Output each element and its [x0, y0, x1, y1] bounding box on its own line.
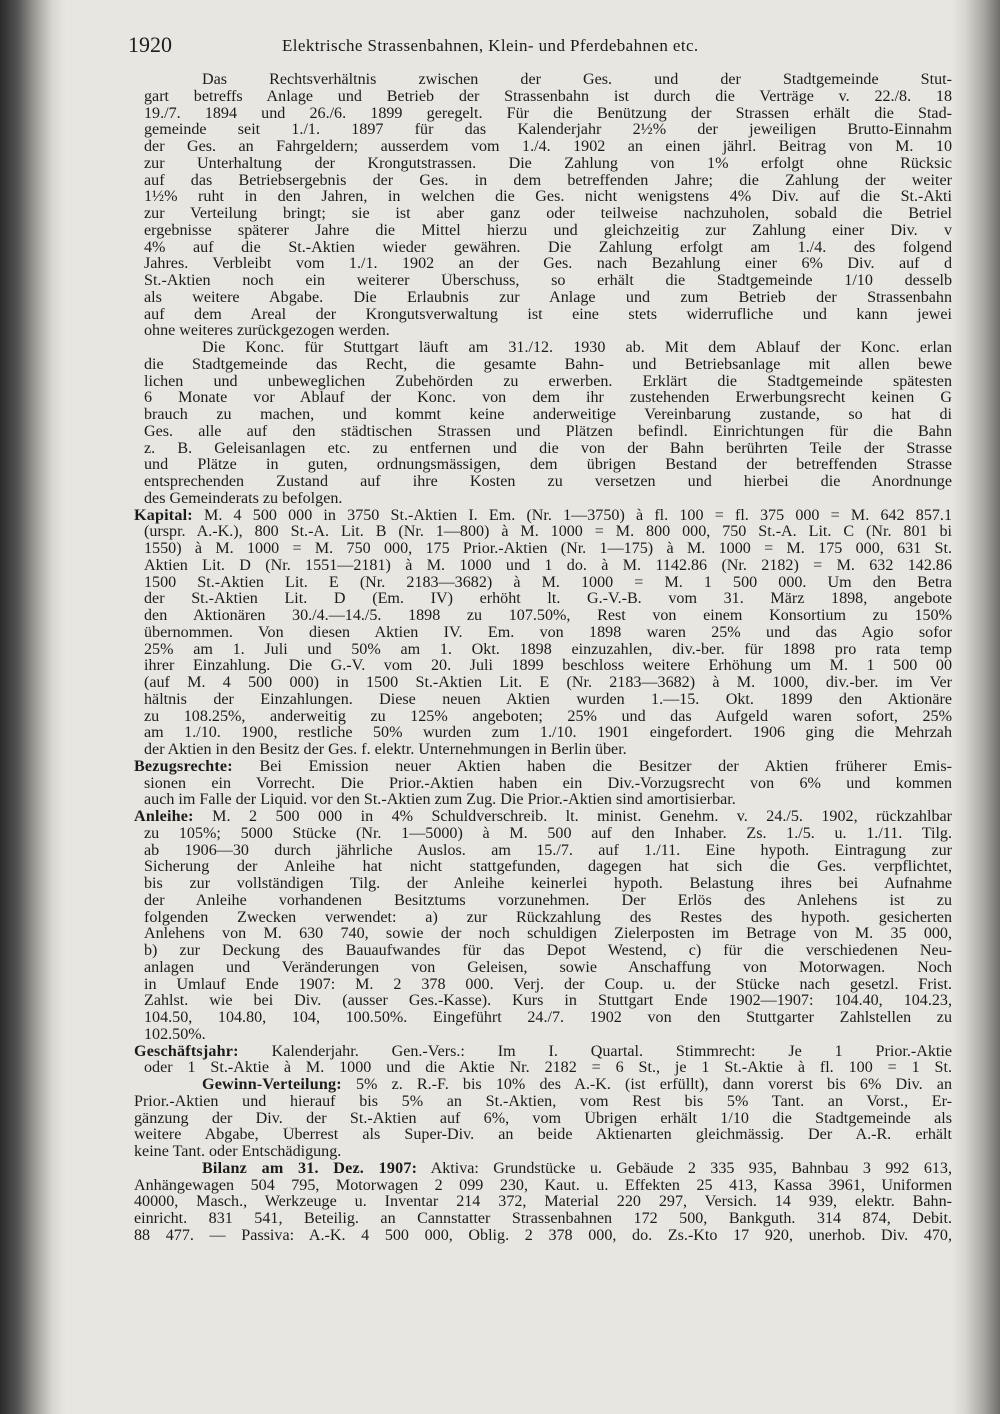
- line-text: M. 2 500 000 in 4% Schuldverschreib. lt. minist. Genehm. v. 24./5. 1902, rückzahlbar: [193, 809, 952, 825]
- section-label: Bezugsrechte:: [134, 758, 233, 775]
- line-text: hältnis der Einzahlungen. Diese neuen Aktien wurden 1.—15. Okt. 1899 den Aktionäre: [144, 691, 952, 708]
- line-text: am 1./10. 1900, restliche 50% wurden zum 1./10. 1901 eingefordert. 1906 ging die Mehrzah: [144, 725, 952, 742]
- line-text: (urspr. A.-K.), 800 St.-A. Lit. B (Nr. 1—800) à M. 1000 = M. 800 000, 750 St.-A. Lit. C (Nr. 801 bi: [144, 524, 952, 541]
- text-line: [134, 843, 952, 860]
- line-text: zur Unterhaltung der Krongutstrassen. Die Zahlung von 1% erfolgt ohne Rücksic: [144, 155, 952, 172]
- line-text: die Stadtgemeinde das Recht, die gesamte Bahn- und Betriebsanlage mit allen bewe: [144, 356, 952, 373]
- text-line: [134, 72, 952, 89]
- line-text: oder 1 St.-Aktie à M. 1000 und die Aktie Nr. 2182 = 6 St., je 1 St.-Aktie à fl. 100 = 1 St.: [144, 1060, 952, 1077]
- line-text: als weitere Abgabe. Die Erlaubnis zur Anlage und zum Betrieb der Strassenbahn: [144, 289, 952, 306]
- document-body: [134, 72, 952, 1402]
- text-line: [134, 893, 952, 910]
- text-line: [134, 223, 952, 240]
- text-line: [134, 374, 952, 391]
- line-text: ab 1906—30 durch jährliche Auslos. am 15./7. auf 1./11. Eine hypoth. Eintragung zur: [144, 842, 952, 859]
- text-line: [134, 1060, 952, 1077]
- line-text: gart betreffs Anlage und Betrieb der Strassenbahn ist durch die Verträge v. 22./8. 18: [144, 88, 952, 105]
- line-text: ohne weiteres zurückgezogen werden.: [144, 323, 390, 340]
- text-line: [134, 709, 952, 726]
- line-text: 88 477. — Passiva: A.-K. 4 500 000, Oblig. 2 378 000, do. Zs.-Kto 17 920, unerhob. Div. 470,: [134, 1227, 952, 1244]
- line-text: Aktien Lit. D (Nr. 1551—2181) à M. 1000 und 1 do. à M. 1142.86 (Nr. 2182) = M. 632 142.86: [144, 557, 952, 574]
- line-text: übernommen. Von diesen Aktien IV. Em. von 1898 waren 25% und das Agio sofor: [144, 624, 952, 641]
- text-line: [134, 575, 952, 592]
- line-text: der Anleihe vorhandenen Besitztums vorzunehmen. Der Erlös des Anlehens ist zu: [144, 892, 952, 909]
- line-text: Die Konc. für Stuttgart läuft am 31./12. 1930 ab. Mit dem Ablauf der Konc. erlan: [202, 340, 952, 356]
- text-line: [134, 943, 952, 960]
- line-text: ihrer Einzahlung. Die G.-V. vom 20. Juli 1899 beschloss weitere Erhöhung um M. 1 500 00: [144, 658, 952, 675]
- line-text: 6 Monate vor Ablauf der Konc. von dem ihr zustehenden Erwerbungsrecht keinen G: [144, 390, 952, 407]
- line-text: zu 105%; 5000 Stücke (Nr. 1—5000) à M. 500 auf den Inhaber. Zs. 1./5. u. 1./11. Tilg.: [144, 825, 952, 842]
- text-line: [134, 725, 952, 742]
- text-line: [134, 189, 952, 206]
- text-line: [134, 642, 952, 659]
- running-title: Elektrische Strassenbahnen, Klein- und Pferdebahnen etc.: [282, 36, 699, 55]
- text-line: [134, 1127, 952, 1144]
- text-line: [134, 407, 952, 424]
- line-text: lichen und unbeweglichen Zubehörden zu erwerben. Erklärt die Stadtgemeinde spätesten: [144, 373, 952, 390]
- text-line: [134, 675, 952, 692]
- text-line: [134, 1161, 952, 1178]
- line-text: Bei Emission neuer Aktien haben die Besitzer der Aktien früherer Emis-: [232, 758, 952, 775]
- line-text: Ges. alle auf den städtischen Strassen und Plätzen befindl. Einrichtungen für die Bahn: [144, 423, 952, 440]
- line-text: 1550) à M. 1000 = M. 750 000, 175 Prior.-Aktien (Nr. 1—175) à M. 1000 = M. 175 000, 631 St.: [144, 541, 952, 557]
- text-line: [134, 692, 952, 709]
- line-text: der St.-Aktien Lit. D (Em. IV) erhöht lt. G.-V.-B. vom 31. März 1898, angebote: [144, 591, 952, 608]
- text-line: [134, 776, 952, 793]
- page-header: [128, 30, 948, 62]
- line-text: folgenden Zwecken verwendet: a) zur Rückzahlung des Restes des hypoth. gesicherten: [144, 909, 952, 926]
- text-line: [134, 1211, 952, 1228]
- text-line: [134, 474, 952, 491]
- line-text: zur Verteilung bringt; sie ist aber ganz oder teilweise nachzuholen, sobald die Betriel: [144, 206, 952, 222]
- line-text: Prior.-Aktien und hierauf bis 5% an St.-Aktien, vom Rest bis 5% Tant. an Vorst., Er-: [134, 1093, 952, 1110]
- line-text: Kalenderjahr. Gen.-Vers.: Im I. Quartal. Stimmrecht: Je 1 Prior.-Aktie: [238, 1043, 952, 1060]
- line-text: 19./7. 1894 und 26./6. 1899 geregelt. Für die Benützung der Strassen erhält die Stad-: [144, 105, 952, 122]
- text-line: [134, 424, 952, 441]
- line-text: bis zur vollständigen Tilg. der Anleihe keinerlei hypoth. Belastung ihres bei Aufnahme: [144, 876, 952, 892]
- text-line: [134, 859, 952, 876]
- text-line: [134, 910, 952, 927]
- text-line: [134, 441, 952, 458]
- text-line: [134, 809, 952, 826]
- text-line: [134, 960, 952, 977]
- line-text: Jahres. Verbleibt vom 1./1. 1902 an der Ges. nach Bezahlung einer 6% Div. auf d: [144, 256, 952, 273]
- line-text: gänzung der Div. der St.-Aktien auf 6%, vom Übrigen erhält 1/10 die Stadtgemeinde als: [134, 1110, 952, 1127]
- text-line: [134, 759, 952, 776]
- text-line: [134, 457, 952, 474]
- line-text: auf das Betriebsergebnis der Ges. in dem betreffenden Jahre; die Zahlung der weiter: [144, 172, 952, 189]
- text-line: [134, 742, 952, 759]
- line-text: 104.50, 104.80, 104, 100.50%. Eingeführt 24./7. 1902 von den Stuttgarter Zahlstellen zu: [144, 1010, 952, 1026]
- text-line: [134, 1044, 952, 1061]
- line-text: 25% am 1. Juli und 50% am 1. Okt. 1898 einzuzahlen, div.-ber. für 1898 pro rata temp: [144, 641, 952, 658]
- line-text: Zahlst. wie bei Div. (ausser Ges.-Kasse). Kurs in Stuttgart Ende 1902—1907: 104.40, 104.23,: [144, 993, 952, 1010]
- text-line: [134, 591, 952, 608]
- section-label: Anleihe:: [134, 809, 194, 825]
- text-line: [134, 792, 952, 809]
- section-label: Bilanz am 31. Dez. 1907:: [202, 1160, 418, 1177]
- text-line: [134, 1010, 952, 1027]
- line-text: der Aktien in den Besitz der Ges. f. elektr. Unternehmungen in Berlin über.: [144, 742, 627, 758]
- line-text: Aktiva: Grundstücke u. Gebäude 2 335 935, Bahnbau 3 992 613,: [417, 1160, 952, 1177]
- line-text: anlagen und Veränderungen von Geleisen, sowie Anschaffung von Motorwagen. Noch: [144, 959, 952, 976]
- line-text: entsprechenden Zustand auf ihre Kosten zu versetzen und hierbei die Anordnunge: [144, 474, 952, 490]
- line-text: einricht. 831 541, Beteilig. an Cannstatter Strassenbahnen 172 500, Bankguth. 314 874, Debit.: [134, 1211, 952, 1227]
- line-text: 102.50%.: [144, 1026, 206, 1043]
- text-line: [134, 156, 952, 173]
- line-text: 5% z. R.-F. bis 10% des A.-K. (ist erfüllt), dann vorerst bis 6% Div. an: [341, 1077, 952, 1093]
- text-line: [134, 323, 952, 340]
- section-label: Gewinn-Verteilung:: [202, 1077, 342, 1093]
- text-line: [134, 290, 952, 307]
- line-text: brauch zu machen, und kommt keine anderweitige Vereinbarung zustande, so hat di: [144, 407, 952, 423]
- line-text: und Plätze in guten, ordnungsmässigen, dem übrigen Bestand der betreffenden Strasse: [144, 457, 952, 474]
- text-line: [134, 993, 952, 1010]
- text-line: [134, 926, 952, 943]
- line-text: M. 4 500 000 in 3750 St.-Aktien I. Em. (Nr. 1—3750) à fl. 100 = fl. 375 000 = M. 642 857.1: [192, 507, 952, 524]
- text-line: [134, 1077, 952, 1094]
- text-line: [134, 1027, 952, 1044]
- book-binding-shadow: [0, 0, 66, 1414]
- text-line: [134, 1178, 952, 1195]
- text-line: [134, 608, 952, 625]
- section-label: Geschäftsjahr:: [134, 1043, 239, 1060]
- page-edge-shadow: [952, 0, 1000, 1414]
- text-line: [134, 206, 952, 223]
- text-line: [134, 173, 952, 190]
- line-text: Sicherung der Anleihe hat nicht stattgefunden, dagegen hat sich die Ges. verpflichtet,: [144, 859, 952, 876]
- line-text: 40000, Masch., Werkzeuge u. Inventar 214 372, Material 220 297, Versich. 14 939, elektr. Bahn-: [134, 1194, 952, 1211]
- line-text: ergebnisse späterer Jahre die Mittel hierzu und gleichzeitig zur Zahlung einer Div. v: [144, 222, 952, 239]
- line-text: auf dem Areal der Krongutsverwaltung ist eine stets widerrufliche und kann jewei: [144, 306, 952, 323]
- text-line: [134, 508, 952, 525]
- line-text: den Aktionären 30./4.—14./5. 1898 zu 107.50%, Rest von einem Konsortium zu 150%: [144, 608, 952, 624]
- page-number: 1920: [128, 32, 172, 57]
- text-line: [134, 491, 952, 508]
- text-line: [134, 256, 952, 273]
- line-text: Anlehens von M. 630 740, sowie der noch schuldigen Zielerposten im Betrage von M. 35 000,: [144, 926, 952, 943]
- text-line: [134, 558, 952, 575]
- line-text: auch im Falle der Liquid. vor den St.-Aktien zum Zug. Die Prior.-Aktien sind amortisierbar.: [144, 792, 736, 809]
- line-text: weitere Abgabe, Überrest als Super-Div. an beide Aktienarten gleichmässig. Der A.-R. erhält: [134, 1127, 952, 1144]
- text-line: [134, 524, 952, 541]
- line-text: b) zur Deckung des Bauaufwandes für das Depot Westend, c) für die verschiedenen Neu-: [144, 943, 952, 959]
- text-line: [134, 139, 952, 156]
- section-label: Kapital:: [134, 507, 193, 524]
- text-line: [134, 1228, 952, 1245]
- line-text: (auf M. 4 500 000) in 1500 St.-Aktien Lit. E (Nr. 2183—3682) à M. 1000, div.-ber. im Ver: [144, 675, 952, 691]
- text-line: [134, 122, 952, 139]
- line-text: St.-Aktien noch ein weiterer Überschuss, so erhält die Stadtgemeinde 1/10 desselb: [144, 273, 952, 289]
- text-line: [134, 89, 952, 106]
- text-line: [134, 273, 952, 290]
- text-line: [134, 390, 952, 407]
- text-line: [134, 658, 952, 675]
- text-line: [134, 625, 952, 642]
- line-text: 1500 St.-Aktien Lit. E (Nr. 2183—3682) à M. 1000 = M. 1 500 000. Um den Betra: [144, 574, 952, 591]
- text-line: [134, 357, 952, 374]
- text-line: [134, 307, 952, 324]
- text-line: [134, 977, 952, 994]
- line-text: des Gemeinderats zu befolgen.: [144, 490, 343, 507]
- text-line: [134, 826, 952, 843]
- text-line: [134, 876, 952, 893]
- text-line: [134, 1094, 952, 1111]
- line-text: in Umlauf Ende 1907: M. 2 378 000. Verj. der Coup. u. der Stücke nach gesetzl. Frist.: [144, 976, 952, 993]
- text-line: [134, 541, 952, 558]
- text-line: [134, 240, 952, 257]
- line-text: 1½% ruht in den Jahren, in welchen die Ges. nicht wenigstens 4% Div. auf die St.-Akti: [144, 189, 952, 206]
- text-line: [134, 340, 952, 357]
- line-text: keine Tant. oder Entschädigung.: [134, 1144, 342, 1160]
- text-line: [134, 1111, 952, 1128]
- line-text: zu 108.25%, anderweitig zu 125% angeboten; 25% und das Aufgeld waren sofort, 25%: [144, 708, 952, 725]
- line-text: gemeinde seit 1./1. 1897 für das Kalenderjahr 2½% der jeweiligen Brutto-Einnahm: [144, 122, 952, 139]
- line-text: sionen ein Vorrecht. Die Prior.-Aktien haben ein Div.-Vorzugsrecht von 6% und kommen: [144, 775, 952, 792]
- text-line: [134, 106, 952, 123]
- text-line: [134, 1144, 952, 1161]
- line-text: der Ges. an Fahrgeldern; ausserdem vom 1./4. 1902 an einen jährl. Beitrag von M. 10: [144, 139, 952, 155]
- line-text: Anhängewagen 504 795, Motorwagen 2 099 230, Kaut. u. Effekten 25 413, Kassa 3961, Uniformen: [134, 1177, 952, 1194]
- text-line: [134, 1194, 952, 1211]
- line-text: Das Rechtsverhältnis zwischen der Ges. und der Stadtgemeinde Stut-: [202, 72, 952, 88]
- line-text: 4% auf die St.-Aktien wieder gewähren. Die Zahlung erfolgt am 1./4. des folgend: [144, 239, 952, 256]
- line-text: z. B. Geleisanlagen etc. zu entfernen und die von der Bahn berührten Teile der Strasse: [144, 440, 952, 457]
